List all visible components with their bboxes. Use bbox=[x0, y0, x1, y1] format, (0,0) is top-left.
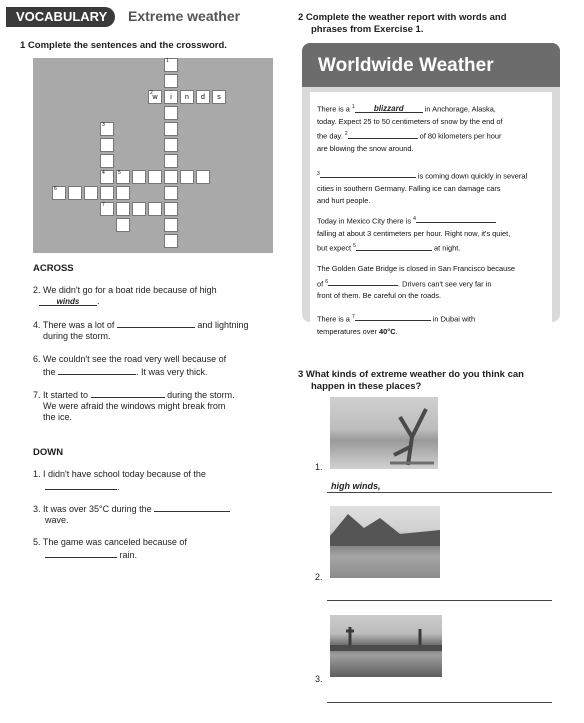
across-clue-4: 4. There was a lot of and lightning during the storm. bbox=[33, 320, 249, 341]
crossword-cell[interactable]: 4 bbox=[100, 170, 114, 184]
ex1-heading: 1 Complete the sentences and the crossword. bbox=[20, 40, 227, 51]
crossword-cell[interactable] bbox=[164, 106, 178, 120]
crossword-cell[interactable] bbox=[164, 234, 178, 248]
across-clue-6: 6. We couldn't see the road very well because of the . It was very thick. bbox=[33, 354, 227, 377]
photo-2-number: 2. bbox=[315, 572, 323, 582]
crossword-cell[interactable] bbox=[100, 138, 114, 152]
crossword-cell[interactable]: 7 bbox=[100, 202, 114, 216]
mountain-icon bbox=[330, 506, 440, 578]
report-paragraph-4: The Golden Gate Bridge is closed in San Francisco because of $^6$ . Drivers can't see very far in front of them. Be careful on the roads. bbox=[317, 264, 516, 301]
answer-blank[interactable] bbox=[320, 168, 416, 178]
photo-1-number: 1. bbox=[315, 462, 323, 472]
crossword-cell[interactable] bbox=[164, 154, 178, 168]
crossword-cell[interactable]: i bbox=[164, 90, 178, 104]
photo-1-answer-line[interactable] bbox=[327, 492, 552, 493]
crossword-cell[interactable] bbox=[148, 170, 162, 184]
answer-blank[interactable] bbox=[356, 241, 432, 251]
ex2-heading-line-1: 2 Complete the weather report with words and bbox=[298, 12, 507, 23]
crossword-cell[interactable] bbox=[132, 170, 146, 184]
across-heading: ACROSS bbox=[33, 263, 74, 274]
across-clue-7: 7. It started to during the storm. We were afraid the windows might break from the ice. bbox=[33, 390, 235, 422]
answer-blank[interactable] bbox=[154, 502, 230, 512]
crossword-cell[interactable] bbox=[164, 218, 178, 232]
tree-beach-photo bbox=[330, 397, 438, 469]
vocabulary-tag: VOCABULARY bbox=[6, 7, 115, 27]
report-paragraph-3: Today in Mexico City there is $^4$ falling at about 3 centimeters per hour. Right now, it's quiet, but expect $^5$ at night. bbox=[317, 213, 549, 255]
photo-3-number: 3. bbox=[315, 674, 323, 684]
crossword-cell[interactable] bbox=[116, 218, 130, 232]
crossword-cell[interactable] bbox=[132, 202, 146, 216]
answer-blank[interactable] bbox=[45, 480, 117, 490]
section-title: Extreme weather bbox=[128, 8, 241, 24]
across-clue-2: 2. We didn't go for a boat ride because of high winds . bbox=[33, 285, 217, 306]
crossword-grid bbox=[33, 58, 273, 253]
ex2-heading-line-2: phrases from Exercise 1. bbox=[311, 24, 424, 35]
crossword-cell[interactable] bbox=[164, 186, 178, 200]
crossword-cell[interactable]: 6 bbox=[52, 186, 66, 200]
crossword-cell[interactable]: d bbox=[196, 90, 210, 104]
answer-blank[interactable] bbox=[91, 388, 165, 398]
crossword-cell[interactable] bbox=[100, 154, 114, 168]
crossword-cell[interactable]: 2 w bbox=[148, 90, 162, 104]
crossword-cell[interactable] bbox=[164, 170, 178, 184]
down-heading: DOWN bbox=[33, 447, 64, 458]
photo-3-answer-line[interactable] bbox=[327, 702, 552, 703]
crossword-cell[interactable] bbox=[116, 202, 130, 216]
report-paragraph-2: $^3$ is coming down quickly in several cities in southern Germany. Falling ice can damage cars and hurt people. bbox=[317, 168, 549, 208]
ex3-heading-line-1: 3 What kinds of extreme weather do you think can bbox=[298, 369, 524, 380]
crossword-cell[interactable] bbox=[180, 170, 194, 184]
trees-icon bbox=[330, 615, 442, 677]
weather-report-title: Worldwide Weather bbox=[318, 55, 494, 76]
ex3-heading-line-2: happen in these places? bbox=[311, 381, 422, 392]
crossword-cell[interactable]: s bbox=[212, 90, 226, 104]
crossword-cell[interactable]: 5 bbox=[116, 170, 130, 184]
lake-photo bbox=[330, 615, 442, 677]
answer-blank[interactable] bbox=[328, 276, 398, 286]
crossword-cell[interactable] bbox=[164, 74, 178, 88]
down-clue-5: 5. The game was canceled because of rain. bbox=[33, 537, 187, 560]
answer-blank[interactable] bbox=[45, 548, 117, 558]
report-paragraph-5: There is a $^7$ in Dubai with temperatures over 40°C. bbox=[317, 311, 549, 338]
crossword-cell[interactable] bbox=[116, 186, 130, 200]
down-clue-1: 1. I didn't have school today because of the . bbox=[33, 469, 206, 492]
photo-1-answer: high winds, bbox=[331, 481, 381, 491]
desert-photo bbox=[330, 506, 440, 578]
tree-icon bbox=[330, 397, 438, 469]
photo-2-answer-line[interactable] bbox=[327, 600, 552, 601]
crossword-cell[interactable] bbox=[68, 186, 82, 200]
answer-blank[interactable] bbox=[348, 129, 418, 139]
answer-blank[interactable] bbox=[416, 213, 496, 223]
down-clue-3: 3. It was over 35°C during the wave. bbox=[33, 502, 283, 526]
crossword-cell[interactable] bbox=[100, 186, 114, 200]
crossword-cell[interactable] bbox=[164, 122, 178, 136]
crossword-cell[interactable] bbox=[196, 170, 210, 184]
answer-blank[interactable] bbox=[58, 365, 136, 375]
answer-handwritten: winds bbox=[56, 297, 80, 306]
crossword-cell[interactable] bbox=[84, 186, 98, 200]
answer-handwritten: blizzard bbox=[373, 104, 404, 114]
crossword-cell[interactable]: n bbox=[180, 90, 194, 104]
answer-blank[interactable] bbox=[355, 311, 431, 321]
crossword-cell[interactable] bbox=[148, 202, 162, 216]
crossword-cell[interactable] bbox=[164, 138, 178, 152]
crossword-cell[interactable]: 1 bbox=[164, 58, 178, 72]
report-paragraph-1: There is a $^1$ blizzard in Anchorage, Alaska, today. Expect 25 to 50 centimeters of snow by the end of the day. $^2$ of 80 kilometers per hour are blowing the snow around. bbox=[317, 104, 503, 154]
crossword-cell[interactable]: 3 bbox=[100, 122, 114, 136]
answer-blank[interactable] bbox=[117, 318, 195, 328]
crossword-cell[interactable] bbox=[164, 202, 178, 216]
